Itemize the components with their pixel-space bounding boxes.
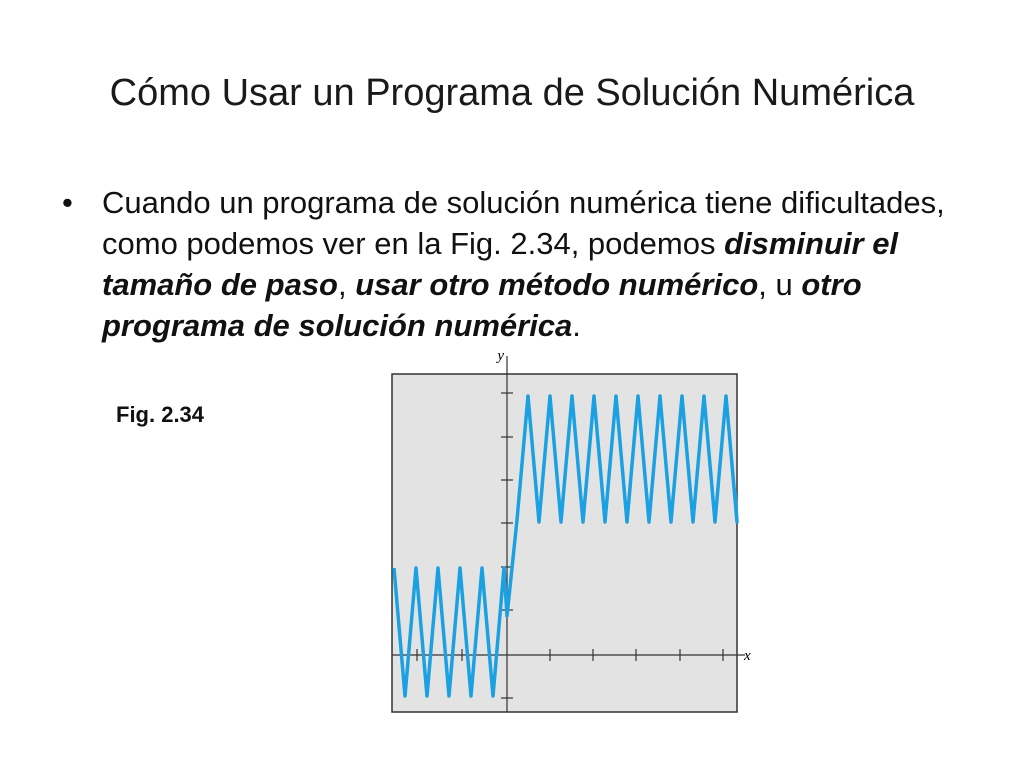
bullet-text [102,182,972,346]
emphasis-other-program: otro programa de solución numérica [102,267,862,343]
bullet-text-part: , u [758,267,802,302]
emphasis-other-method: usar otro método numérico [355,267,759,302]
emphasis-decrease-step: disminuir el tamaño de paso [102,226,899,302]
bullet-text-part: . [572,308,581,343]
bullet-item [62,182,972,346]
bullet-text-part: , [338,267,356,302]
bullet-marker: • [62,185,73,220]
x-axis-label: x [744,648,751,664]
figure-caption: Fig. 2.34 [116,402,205,427]
figure-2-34 [380,346,780,726]
slide-title: Cómo Usar un Programa de Solución Numérica [109,72,915,114]
bullet-text-part: Cuando un programa de solución numérica tiene dificultades, como podemos ver en la Fig. 2.34, podemos [102,185,945,261]
y-axis-label: y [497,348,504,364]
